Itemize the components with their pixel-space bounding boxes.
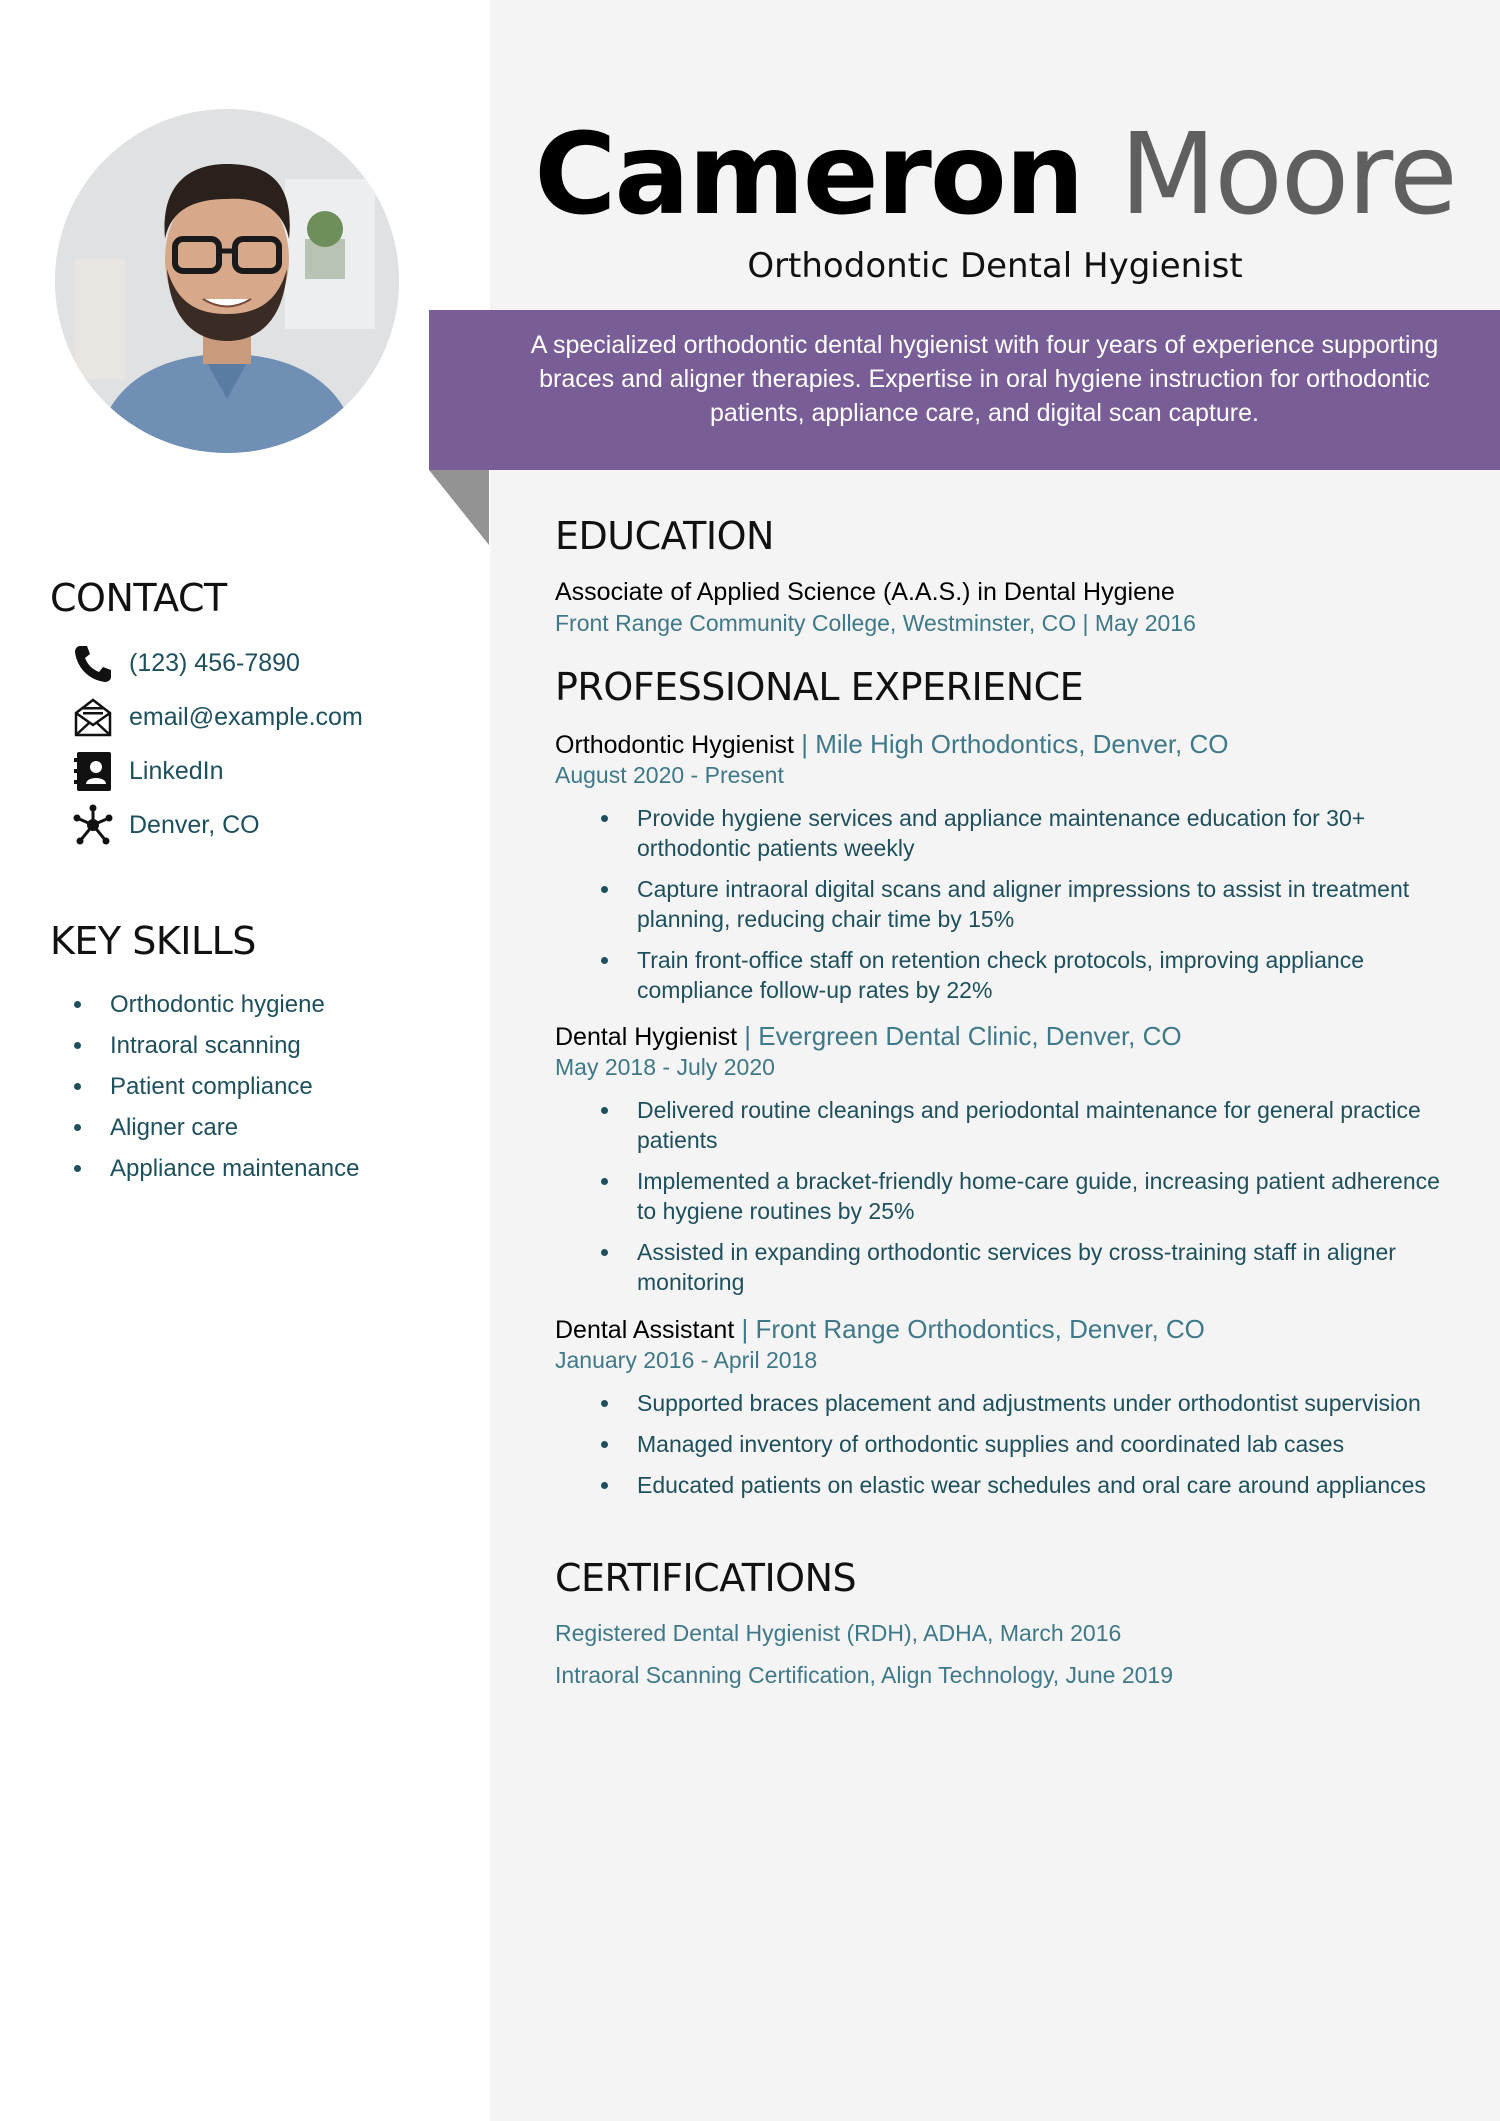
banner-fold [429,470,491,546]
skill-item: Aligner care [70,1107,360,1148]
bullet-dot [601,1400,608,1407]
job-bullet: Educated patients on elastic wear schedules and oral care around appliances [600,1470,1460,1500]
job-bullet: Implemented a bracket-friendly home-care guide, increasing patient adherence to hygiene routines by 25% [600,1166,1460,1226]
job-company: | Front Range Orthodontics, Denver, CO [734,1314,1205,1344]
bullet-dot [601,1482,608,1489]
experience-heading: PROFESSIONAL EXPERIENCE [555,665,1084,709]
contact-email [70,690,363,744]
job-company: | Evergreen Dental Clinic, Denver, CO [737,1021,1182,1051]
job-bullets [600,1388,1460,1511]
job-bullet: Delivered routine cleanings and periodontal maintenance for general practice patients [600,1095,1460,1155]
education-heading: EDUCATION [555,514,774,558]
bullet-dot [74,1124,81,1131]
bullet-dot [74,1083,81,1090]
linkedin-link[interactable]: LinkedIn [129,756,224,785]
envelope-icon [70,694,116,740]
job-dates: January 2016 - April 2018 [555,1347,818,1373]
job-role: Orthodontic Hygienist [555,731,795,759]
job-header [555,1314,1205,1345]
contact-phone [70,636,363,690]
job-role: Dental Hygienist [555,1023,738,1051]
bullet-dot [601,1107,608,1114]
job-bullet: Assisted in expanding orthodontic services by cross-training staff in aligner monitoring [600,1237,1460,1297]
job-bullet: Train front-office staff on retention check protocols, improving appliance compliance follow-up rates by 22% [600,945,1460,1005]
summary-text: A specialized orthodontic dental hygienist with four years of experience supporting braces and aligner therapies. Expertise in oral hygiene instruction for orthodontic patients, appliance care, and digital scan capture. [530,331,1439,427]
job-company: | Mile High Orthodontics, Denver, CO [794,729,1229,759]
contact-location [70,798,363,852]
certification-item: Registered Dental Hygienist (RDH), ADHA, March 2016 [555,1620,1122,1646]
contact-card-icon [70,748,116,794]
candidate-name [490,108,1500,242]
first-name: Cameron [534,110,1083,240]
contact-linkedin [70,744,363,798]
bullet-dot [601,1178,608,1185]
school-info: Front Range Community College, Westminster, CO | May 2016 [555,610,1196,636]
skill-item: Appliance maintenance [70,1148,360,1189]
phone-icon [70,640,116,686]
job-bullet: Capture intraoral digital scans and aligner impressions to assist in treatment planning, reducing chair time by 15% [600,874,1460,934]
summary-banner [429,310,1500,470]
bullet-dot [74,1042,81,1049]
job-bullets [600,1095,1460,1308]
skills-list [70,984,360,1189]
profile-photo [55,109,399,453]
last-name: Moore [1119,110,1456,240]
job-bullet: Provide hygiene services and appliance maintenance education for 30+ orthodontic patients weekly [600,803,1460,863]
location-text: Denver, CO [129,810,260,839]
contact-list [70,636,363,852]
job-header [555,729,1229,760]
job-dates: August 2020 - Present [555,762,784,788]
email-address[interactable]: email@example.com [129,702,363,731]
job-dates: May 2018 - July 2020 [555,1054,775,1080]
bullet-dot [601,815,608,822]
bullet-dot [601,1249,608,1256]
network-icon [70,802,116,848]
certification-item: Intraoral Scanning Certification, Align Technology, June 2019 [555,1662,1173,1688]
skills-heading: KEY SKILLS [50,919,256,963]
bullet-dot [74,1165,81,1172]
certifications-heading: CERTIFICATIONS [555,1556,857,1600]
bullet-dot [74,1001,81,1008]
job-bullet: Supported braces placement and adjustments under orthodontist supervision [600,1388,1460,1418]
job-bullet: Managed inventory of orthodontic supplies and coordinated lab cases [600,1429,1460,1459]
degree-title: Associate of Applied Science (A.A.S.) in Dental Hygiene [555,578,1175,606]
contact-heading: CONTACT [50,576,227,620]
bullet-dot [601,1441,608,1448]
phone-number[interactable]: (123) 456-7890 [129,648,300,677]
skill-item: Orthodontic hygiene [70,984,360,1025]
job-title: Orthodontic Dental Hygienist [747,246,1243,286]
skill-item: Intraoral scanning [70,1025,360,1066]
bullet-dot [601,957,608,964]
bullet-dot [601,886,608,893]
job-header [555,1021,1182,1052]
job-bullets [600,803,1460,1016]
job-role: Dental Assistant [555,1316,735,1344]
skill-item: Patient compliance [70,1066,360,1107]
